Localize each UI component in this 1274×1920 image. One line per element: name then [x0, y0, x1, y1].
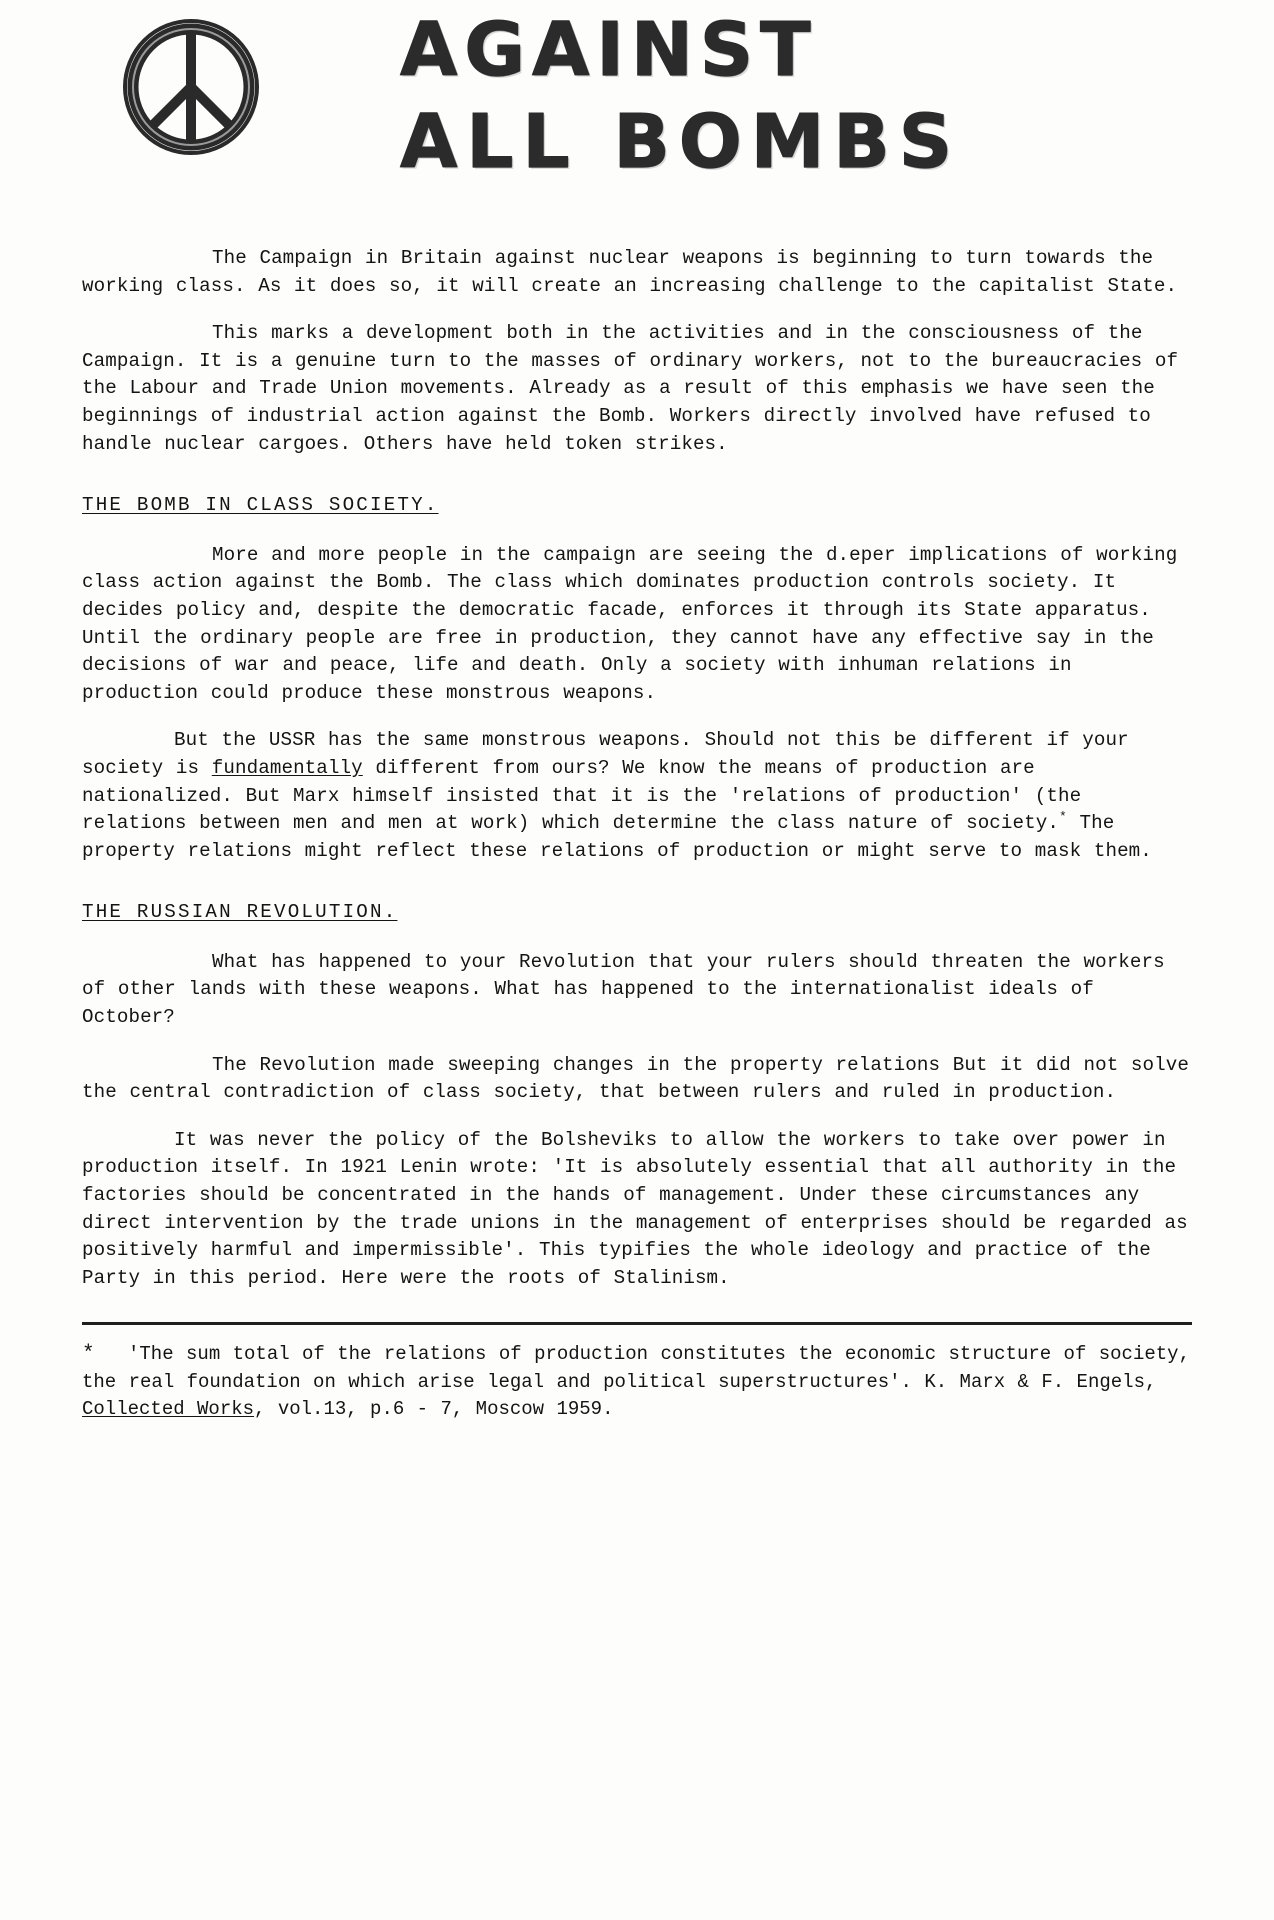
paragraph-1-text: The Campaign in Britain against nuclear weapons is beginning to turn towards the working class. As it does so, it will create an increasing challenge to the capitalist State. [82, 247, 1178, 297]
footnote-text-b: , vol.13, p.6 - 7, Moscow 1959. [254, 1397, 614, 1420]
footnote [0, 1341, 1274, 1423]
section-heading-bomb-in-class-society [82, 492, 1192, 520]
peace-symbol-icon [118, 14, 264, 160]
paragraph-6 [82, 1052, 1192, 1107]
paragraph-4 [82, 727, 1192, 865]
footnote-text-a: 'The sum total of the relations of production constitutes the economic structure of society, the real foundation on which arise legal and political superstructures'. K. Marx & F. Engels, [82, 1343, 1190, 1393]
publication-title [400, 2, 1200, 190]
paragraph-2-text: This marks a development both in the activities and in the consciousness of the Campaign. It is a genuine turn to the masses of ordinary workers, not to the bureaucracies of the Labour and Trade Union movements. Already as a result of this emphasis we have seen the beginnings of industrial action against the Bomb. Workers directly involved have refused to handle nuclear cargoes. Others have held token strikes. [82, 322, 1179, 455]
paragraph-3-text: More and more people in the campaign are seeing the d.eper implications of working class action against the Bomb. The class which dominates production controls society. It decides policy and, despite the democratic facade, enforces it through its State apparatus. Until the ordinary people are free in production, they cannot have any effective say in the decisions of war and peace, life and death. Only a society with inhuman relations in production could produce these monstrous weapons. [82, 543, 1178, 704]
paragraph-4-emphasis: fundamentally [211, 756, 363, 779]
paragraph-2 [82, 320, 1192, 458]
section-heading-russian-revolution [82, 899, 1192, 927]
footnote-source-title: Collected Works [82, 1397, 255, 1420]
article-body [0, 245, 1274, 1292]
paragraph-6-text: The Revolution made sweeping changes in the property relations But it did not solve the central contradiction of class society, that between rulers and ruled in production. [82, 1053, 1189, 1104]
masthead [0, 0, 1274, 245]
paragraph-5 [82, 949, 1192, 1032]
footnote-marker: * [82, 1343, 95, 1367]
paragraph-4-text-a: But the USSR has the same monstrous weapons. Should not this be different if your society is [82, 729, 1129, 779]
section-heading-1-text: THE BOMB IN CLASS SOCIETY. [82, 494, 439, 517]
paragraph-4-text-c: The property relations might reflect these relations of production or might serve to mask them. [82, 812, 1152, 862]
paragraph-7 [82, 1127, 1192, 1293]
section-heading-2-text: THE RUSSIAN REVOLUTION. [82, 901, 398, 924]
paragraph-3 [82, 542, 1192, 708]
paragraph-4-text-b: different from ours? We know the means of production are nationalized. But Marx himself insisted that it is the 'relations of production' (the relations between men and men at work) which determine the class nature of society. [82, 756, 1082, 835]
title-line-1: AGAINST [400, 7, 818, 93]
paragraph-5-text: What has happened to your Revolution that your rulers should threaten the workers of other lands with these weapons. What has happened to the internationalist ideals of October? [82, 950, 1165, 1029]
footnote-marker-inline: * [1059, 809, 1067, 825]
title-line-2: ALL BOMBS [400, 99, 961, 185]
paragraph-7-text: It was never the policy of the Bolsheviks to allow the workers to take over power in production itself. In 1921 Lenin wrote: 'It is absolutely essential that all authority in the factories should be concentrated in the hands of management. Under these circumstances any direct intervention by the trade unions in the management of enterprises should be regarded as positively harmful and impermissible'. This typifies the whole ideology and practice of the Party in this period. Here were the roots of Stalinism. [82, 1128, 1188, 1289]
paragraph-1 [82, 245, 1192, 300]
footnote-divider [82, 1322, 1192, 1325]
